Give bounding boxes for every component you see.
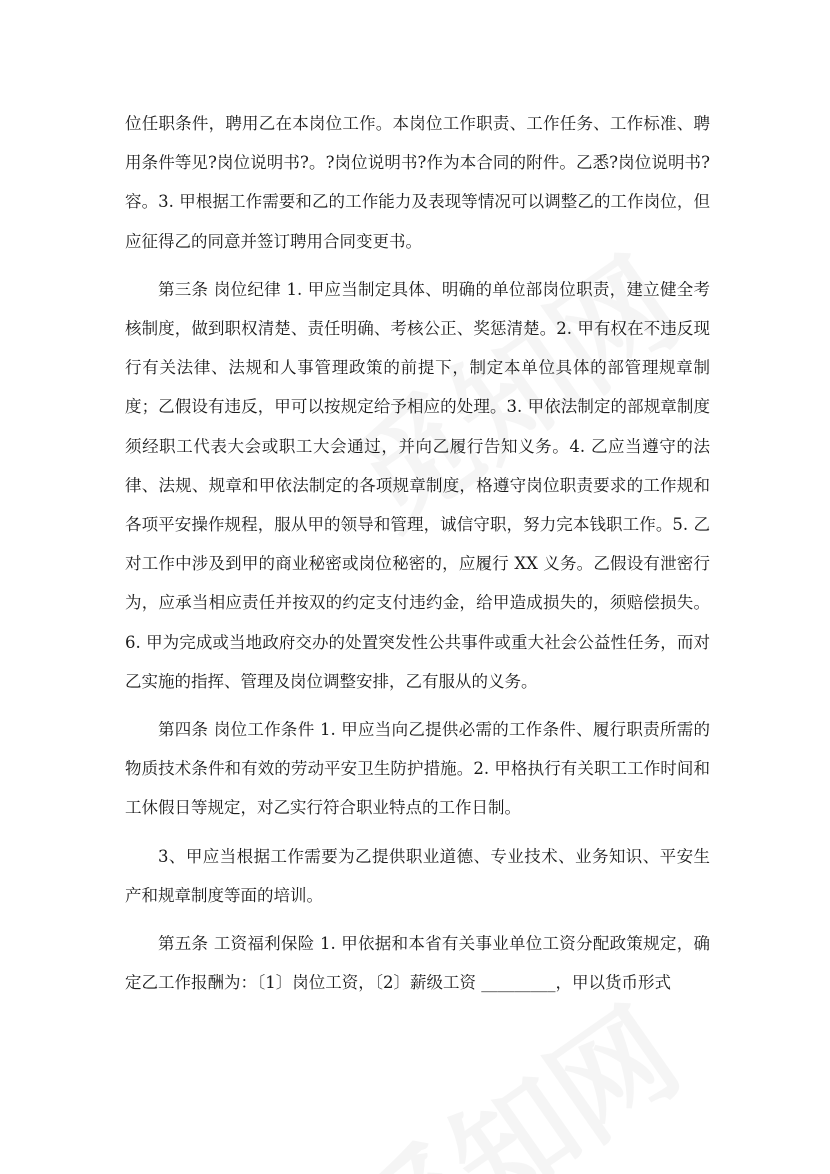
paragraph-training: 3、甲应当根据工作需要为乙提供职业道德、专业技术、业务知识、平安生产和规章制度等面的培训。	[125, 846, 710, 905]
paragraph-article-4: 第四条 岗位工作条件 1. 甲应当向乙提供必需的工作条件、履行职责所需的物质技术条件和有效的劳动平安卫生防护措施。2. 甲格执行有关职工工作时间和工休假日等规定，对乙实行符合职业特点的工作日制。	[125, 720, 710, 818]
document-body	[125, 104, 710, 1011]
paragraph-continuation: 位任职条件，聘用乙在本岗位工作。本岗位工作职责、工作任务、工作标准、聘用条件等见?岗位说明书?。?岗位说明书?作为本合同的附件。乙悉?岗位说明书?容。3. 甲根据工作需要和乙的工作能力及表现等情况可以调整乙的工作岗位，但应征得乙的同意并签订聘用合同变更书。	[125, 114, 710, 251]
paragraph-article-3: 第三条 岗位纪律 1. 甲应当制定具体、明确的单位部岗位职责，建立健全考核制度，做到职权清楚、责任明确、考核公正、奖惩清楚。2. 甲有权在不违反现行有关法律、法规和人事管理政策的前提下，制定本单位具体的部管理规章制度；乙假设有违反，甲可以按规定给予相应的处理。3. 甲依法制定的部规章制度须经职工代表大会或职工大会通过，并向乙履行告知义务。4. 乙应当遵守的法律、法规、规章和甲依法制定的各项规章制度，格遵守岗位职责要求的工作规和各项平安操作规程，服从甲的领导和管理，诚信守职，努力完本钱职工作。5. 乙对工作中涉及到甲的商业秘密或岗位秘密的，应履行 XX 义务。乙假设有泄密行为，应承当相应责任并按双的约定支付违约金，给甲造成损失的，须赔偿损失。6. 甲为完成或当地政府交办的处置突发性公共事件或重大社会公益性任务，而对乙实施的指挥、管理及岗位调整安排，乙有服从的义务。	[125, 279, 710, 691]
paragraph-article-5: 第五条 工资福利保险 1. 甲依据和本省有关事业单位工资分配政策规定，确定乙工作报酬为：〔1〕岗位工资，〔2〕薪级工资 _________，甲以货币形式	[125, 934, 710, 993]
